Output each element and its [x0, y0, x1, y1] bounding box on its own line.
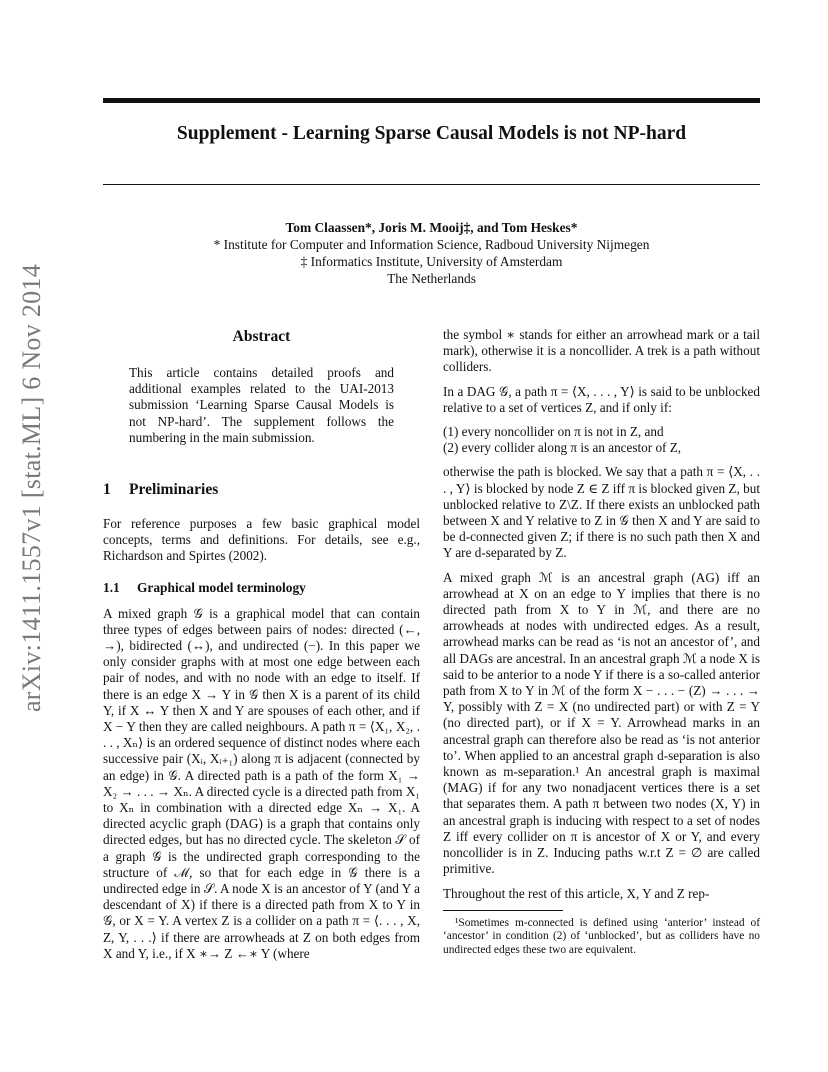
affiliation-3: The Netherlands	[387, 271, 476, 286]
condition-item: (2) every collider along π is an ancestor of Z,	[443, 440, 682, 456]
paper-title: Supplement - Learning Sparse Causal Models is not NP-hard	[176, 123, 687, 144]
section-paragraph: For reference purposes a few basic graphical model concepts, terms and definitions. For details, see e.g., Richardson and Spirtes (2002).	[103, 516, 420, 564]
section-heading	[103, 480, 420, 500]
paragraph-unblocked: In a DAG 𝒢, a path π = ⟨X, . . . , Y⟩ is said to be unblocked relative to a set of vertices Z, and if only if:	[443, 383, 760, 415]
left-column	[103, 327, 420, 971]
arxiv-identifier: arXiv:1411.1557v1 [stat.ML] 6 Nov 2014	[17, 263, 46, 713]
right-column	[443, 327, 760, 965]
abstract-heading: Abstract	[232, 328, 291, 345]
paragraph-ancestral: A mixed graph ℳ is an ancestral graph (AG) iff an arrowhead at X on an edge to Y implies that there is no directed path from X to Y in ℳ, and there are no arrowheads at nodes with undirected edges. As a result, arrowhead marks can be read as ‘is not an ancestor of’, and all DAGs are ancestral. In an ancestral graph ℳ a node X is said to be anterior to a node Y if there is a so-called anterior path from X to Y in ℳ of the form X − . . . − (Z) → . . . → Y, possibly with Z = X (no undirected part) or with Z = Y (no directed part), or if X = Y. Arrowhead marks in an ancestral graph can therefore also be read as ‘is not anterior to’. When applied to an ancestral graph d-separation is also known as m-separation.¹ An ancestral graph is maximal (MAG) if for any two nonadjacent vertices there is a set that separates them. A path π between two nodes (X, Y) in an ancestral graph is inducing with respect to a set of nodes Z iff every collider on π is ancestor of X or Y, and every noncollider is in Z. Inducing paths w.r.t Z = ∅ are called primitive.	[443, 569, 760, 877]
subsection-title: Graphical model terminology	[137, 579, 306, 595]
subsection-heading	[103, 580, 420, 596]
author-names: Tom Claassen*, Joris M. Mooij‡, and Tom Heskes*	[285, 220, 578, 235]
paragraph-blocked: otherwise the path is blocked. We say that a path π = ⟨X, . . . , Y⟩ is blocked by node Z ∈ Z iff π is blocked given Z, but unblocked relative to Z\Z. If there exists an unblocked path between X and Y relative to Z in 𝒢 then X and Y are said to be d-connected given Z; if there is no such path then X and Y are d-separated by Z.	[443, 464, 760, 561]
title-rule-top	[103, 98, 760, 103]
affiliation-1: * Institute for Computer and Information Science, Radboud University Nijmegen	[213, 237, 650, 252]
footnote: ¹Sometimes m-connected is defined using ‘anterior’ instead of ‘ancestor’ in condition (2) of ‘unblocked’, but as colliders have no undirected edges these two are equivalent.	[443, 916, 760, 956]
section-title: Preliminaries	[129, 481, 219, 499]
paragraph-throughout: Throughout the rest of this article, X, Y and Z rep-	[443, 885, 710, 901]
condition-item: (1) every noncollider on π is not in Z, and	[443, 424, 664, 440]
section-number: 1	[103, 481, 111, 499]
affiliation-2: ‡ Informatics Institute, University of Amsterdam	[300, 254, 563, 269]
condition-list	[443, 424, 760, 456]
subsection-number: 1.1	[103, 579, 120, 595]
author-block	[103, 219, 760, 287]
title-rule-bottom	[103, 184, 760, 185]
footnote-rule	[443, 910, 563, 911]
paragraph-collider: the symbol ∗ stands for either an arrowhead mark or a tail mark), otherwise it is a noncollider. A trek is a path without colliders.	[443, 327, 760, 375]
abstract-text: This article contains detailed proofs and additional examples related to the UAI-2013 submission ‘Learning Sparse Causal Models is not NP-hard’. The supplement follows the numbering in the main submission.	[129, 365, 394, 445]
terminology-paragraph: A mixed graph 𝒢 is a graphical model that can contain three types of edges between pairs of nodes: directed (←, →), bidirected (↔), and undirected (−). In this paper we only consider graphs with at most one edge between each pair of nodes, and with no node with an edge to itself. If there is an edge X → Y in 𝒢 then X is a parent of its child Y, if X ↔ Y then X and Y are spouses of each other, and if X − Y then they are called neighbours. A path π = ⟨X₁, X₂, . . . , Xₙ⟩ is an ordered sequence of distinct nodes where each successive pair (Xᵢ, Xᵢ₊₁) along π is adjacent (connected by an edge) in 𝒢. A directed path is a path of the form X₁ → X₂ → . . . → Xₙ. A directed cycle is a directed path from X₁ to Xₙ in combination with a directed edge Xₙ → X₁. A directed acyclic graph (DAG) is a graph that contains only directed edges, but has no directed cycle. The skeleton 𝒮 of a graph 𝒢 is the undirected graph corresponding to the structure of ℳ, so that for each edge in 𝒢 there is a undirected edge in 𝒮. A node X is an ancestor of Y (and Y a descendant of X) if there is a directed path from X to Y in 𝒢, or X = Y. A vertex Z is a collider on a path π = ⟨. . . , X, Z, Y, . . .⟩ if there are arrowheads at Z on both edges from X and Y, i.e., if X ∗→ Z ←∗ Y (where	[103, 605, 420, 961]
